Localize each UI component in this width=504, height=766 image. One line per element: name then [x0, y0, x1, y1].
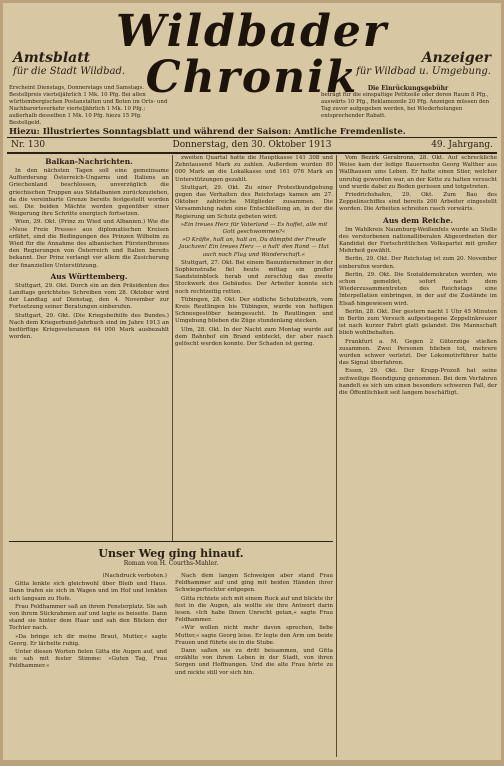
article-paragraph: Tübingen, 28. Okt. Der südliche Schutzbezirk, vom Kreis Reutlingen bis Tübingen, wurde von heftigen Schneegestöber heimgesucht. In Reutlingen und Umgebung blieben die Züge stundenlang stecken.	[175, 296, 333, 325]
masthead-left	[13, 51, 163, 77]
issue-info-bar	[7, 137, 497, 154]
article-paragraph: Stuttgart, 29. Okt. (Die Kriegsbeihilfe des Bundes.) Nach dem Kriegerbund-Jahrbuch sind im Jahre 1913 an bedürftige Kriegsveteranen 64 000 Mark ausbezahlt worden.	[9, 312, 169, 341]
column-rule	[336, 155, 337, 757]
issue-volume: 49. Jahrgang.	[431, 140, 493, 150]
poem-stanza: »O Kräfte, halt an, halt an, Du dämpfst der Freude Jauchzen! Ein treues Herz — o halt' den Rand — Hat auch noch Flug und Wanderschaft.«	[179, 237, 329, 258]
story-paragraph: Gitta richtete sich mit einem Ruck auf und blickte ihr fest in die Augen, als wollte sie ihre Antwort darin lesen. »Ich habe Ihnen Unrecht getan,« sagte Frau Feldhammer.	[175, 595, 333, 624]
supplement-line: Hiezu: Illustriertes Sonntagsblatt und während der Saison: Amtliche Fremdenliste.	[9, 127, 406, 137]
masthead-right	[341, 51, 491, 77]
story-column-1	[9, 573, 167, 757]
column-rule	[172, 155, 173, 541]
reprint-notice: (Nachdruck verboten.)	[102, 573, 167, 579]
section-heading-wuerttemberg: Aus Württemberg.	[50, 271, 128, 281]
article-paragraph: zweiten Quartal hatte die Hauptkasse 141 308 und Zehntausend Mark zu zahlen. Außerdem wurden 80 000 Mark an die Lokalkasse und 161 076 Mark an Unterstützungen gezahlt.	[175, 155, 333, 183]
story-paragraph: Frau Feldhammer saß an ihrem Fensterplatz. Sie sah von ihrem Stickrahmen auf und legte es beiseite. Dann stand sie hinter dem Haar und sah den Blicken der Tochter nach.	[9, 603, 167, 632]
newspaper-title: Wildbader Chronik	[115, 6, 389, 103]
advertising-rates	[321, 85, 495, 120]
story-title: Unser Weg ging hinauf.	[98, 547, 244, 560]
masthead-right-main: Anzeiger	[421, 50, 491, 66]
story-paragraph: Unter diesen Worten fielen Gitta die Augen auf, und sie sah mit fester Stimme: »Guten Tag, Frau Feldhammer.«	[9, 649, 167, 670]
newspaper-page	[3, 3, 501, 760]
article-paragraph: Berlin, 28. Okt. Der gestern nacht 1 Uhr 45 Minuten in Berlin zum Versuch aufgestiegene Zeppelinkreuzer ist nach kurzer Fahrt glatt gelandet. Die Mannschaft blieb wohlbehalten.	[339, 308, 497, 337]
article-paragraph: Berlin, 29. Okt. Die Sozialdemokraten werden, wie schon gemeldet, sofort nach dem Wiederzusammentreten des Reichstags eine Interpellation einbringen, in der auf die Zustände im Elsaß hingewiesen wird.	[339, 271, 497, 307]
subscription-info: Erscheint Dienstags, Donnerstags und Samstags. Bestellpreis vierteljährlich 1 Mk. 10 Pfg. Bei allen württembergischen Postanstalten und Boten im Orts- und Nachbarortsverkehr vierteljährlich 1 Mk. 10 Pfg.; außerhalb desselben 1 Mk. 10 Pfg. hiezu 15 Pfg. Bestellgeld.	[9, 85, 168, 126]
article-paragraph: In den nächsten Tagen soll eine gemeinsame Aufforderung Österreich-Ungarns und Italiens an Griechenland beschlossen, unverzüglich die griechischen Truppen aus Südalbanien zurückzuziehen, da die vereinbarte Grenze bereits festgestellt worden sei. Die beiden Mächte werden gegenüber einer Weigerung ihre Schritte energisch fortsetzen.	[9, 168, 169, 218]
story-paragraph: Dann saßen sie zu dritt beisammen, und Gitta erzählte von ihrem Leben in der Stadt, von ihren Sorgen und Hoffnungen. Und die alte Frau hörte zu und nickte still vor sich hin.	[175, 648, 333, 676]
article-paragraph: Ulm, 28. Okt. In der Nacht zum Montag wurde auf dem Bahnhof ein Brand entdeckt, der aber rasch gelöscht werden konnte. Der Schaden ist gering.	[175, 326, 333, 348]
article-paragraph: Stuttgart, 27. Okt. Bei einem Bauunternehmer in der Sophienstraße fiel heute mittag ein großer Sandsteinblock herab und zerschlug das zweite Stockwerk des Gebäudes. Der Arbeiter konnte sich noch rechtzeitig retten.	[175, 259, 333, 295]
article-paragraph: Frankfurt a. M. Gegen 2 Güterzüge stießen zusammen. Zwei Personen blieben tot, mehrere wurden schwer verletzt. Der Lokomotivführer hatte das Signal überfahren.	[339, 338, 497, 367]
article-paragraph: Essen, 29. Okt. Der Krupp-Prozeß hat seine zeitweilige Beendigung genommen. Bei dem Verfahren handelt es sich um einen besonders schweren Fall, der die Öffentlichkeit seit langem beschäftigt.	[339, 368, 497, 397]
article-paragraph: Stuttgart, 29. Okt. Durch ein an den Präsidenten des Landtags gerichtetes Schreiben vom 28. Oktober wird der Landtag auf Dienstag, den 4. November zur Fortsetzung seiner Beratungen einberufen.	[9, 282, 169, 311]
article-paragraph: Berlin, 29. Okt. Der Reichstag ist zum 20. November einberufen worden.	[339, 256, 497, 270]
story-paragraph: »Da bringe ich dir meine Braut, Mutter,« sagte Georg. Er lächelte ruhig.	[9, 633, 167, 647]
feuilleton-divider	[9, 541, 333, 542]
masthead-left-main: Amtsblatt	[13, 50, 91, 66]
poem-stanza: »Ein treues Herz für Vaterland — Es hoffet, alle mit Gott geschwommen?«	[180, 221, 328, 236]
issue-number: Nr. 130	[11, 140, 46, 150]
story-column-2	[175, 573, 333, 757]
article-paragraph: Wien, 29. Okt. (Prinz zu Wied und Albanien.) Wie die »Neue Freie Presse« aus diplomatischen Kreisen erfährt, sind die Bedingungen des Prinzen Wilhelm zu Wied für die Annahme des albanischen Fürstenthrones den Regierungen von Österreich und Italien bereits bekannt. Der Prinz verlangt vor allem die Zusicherung der finanziellen Unterstützung.	[9, 219, 169, 269]
article-paragraph: Friedrichshafen, 29. Okt. Zum Bau des Zeppelinschiffes sind bereits 200 Arbeiter eingestellt worden. Die Arbeiten schreiten rasch vorwärts.	[339, 192, 497, 213]
advertising-rates-heading: Die Einrückungsgebühr	[367, 85, 449, 92]
advertising-rates-text: beträgt für die einspaltige Petitzeile oder deren Raum 8 Pfg., auswärts 10 Pfg., Reklamezeile 20 Pfg. Anzeigen müssen den Tag zuvor aufgegeben werden, bei Wiederholungen entsprechender Rabatt.	[321, 92, 490, 119]
column-3	[339, 155, 497, 755]
story-author: Roman von H. Courths-Mahler.	[123, 560, 219, 567]
column-2	[175, 155, 333, 535]
article-paragraph: Stuttgart, 29. Okt. Zu einer Protestkundgebung gegen das Verhalten des Reichstags kamen am 27. Oktober zahlreiche Mitglieder zusammen. Die Versammlung nahm eine Entschließung an, in der die Regierung um Schutz gebeten wird.	[175, 184, 333, 220]
story-paragraph: Nach dem langen Schweigen aber stand Frau Feldhammer auf und ging mit beiden Händen ihrer Schwiegertochter entgegen.	[175, 573, 333, 594]
article-paragraph: Im Wahlkreis Naumburg-Weißenfels wurde an Stelle des verstorbenen nationalliberalen Abgeordneten der Kandidat der Fortschrittlichen Volkspartei mit großer Mehrheit gewählt.	[339, 226, 497, 255]
masthead-right-sub: für Wildbad u. Umgebung.	[356, 66, 491, 77]
article-paragraph: Vom Bezirk Gerabronn, 28. Okt. Auf schreckliche Weise kam der ledige Bauernsohn Georg Walther aus Wallhausen ums Leben. Er hatte einen Stier, welcher unruhig geworden war, an der Kette zu halten versucht und wurde dabei zu Boden gerissen und totgetreten.	[339, 155, 497, 190]
column-1	[9, 155, 169, 535]
section-heading-balkan: Balkan-Nachrichten.	[45, 157, 133, 166]
story-paragraph: Gitta lenkte sich gleichwohl über Bleib und Haus. Dann trafen sie sich in Wagen und im Hof und lenkten sich langsam zu Hofe.	[9, 581, 167, 602]
masthead-left-sub: für die Stadt Wildbad.	[13, 66, 126, 77]
section-heading-reich: Aus dem Reiche.	[383, 215, 453, 225]
issue-date: Donnerstag, den 30. Oktober 1913	[172, 140, 332, 150]
story-paragraph: »Wir wollen nicht mehr davon sprechen, liebe Mutter,« sagte Georg leise. Er legte den Arm um beide Frauen und führte sie in die Stube.	[175, 625, 333, 646]
feuilleton-story	[9, 547, 333, 757]
